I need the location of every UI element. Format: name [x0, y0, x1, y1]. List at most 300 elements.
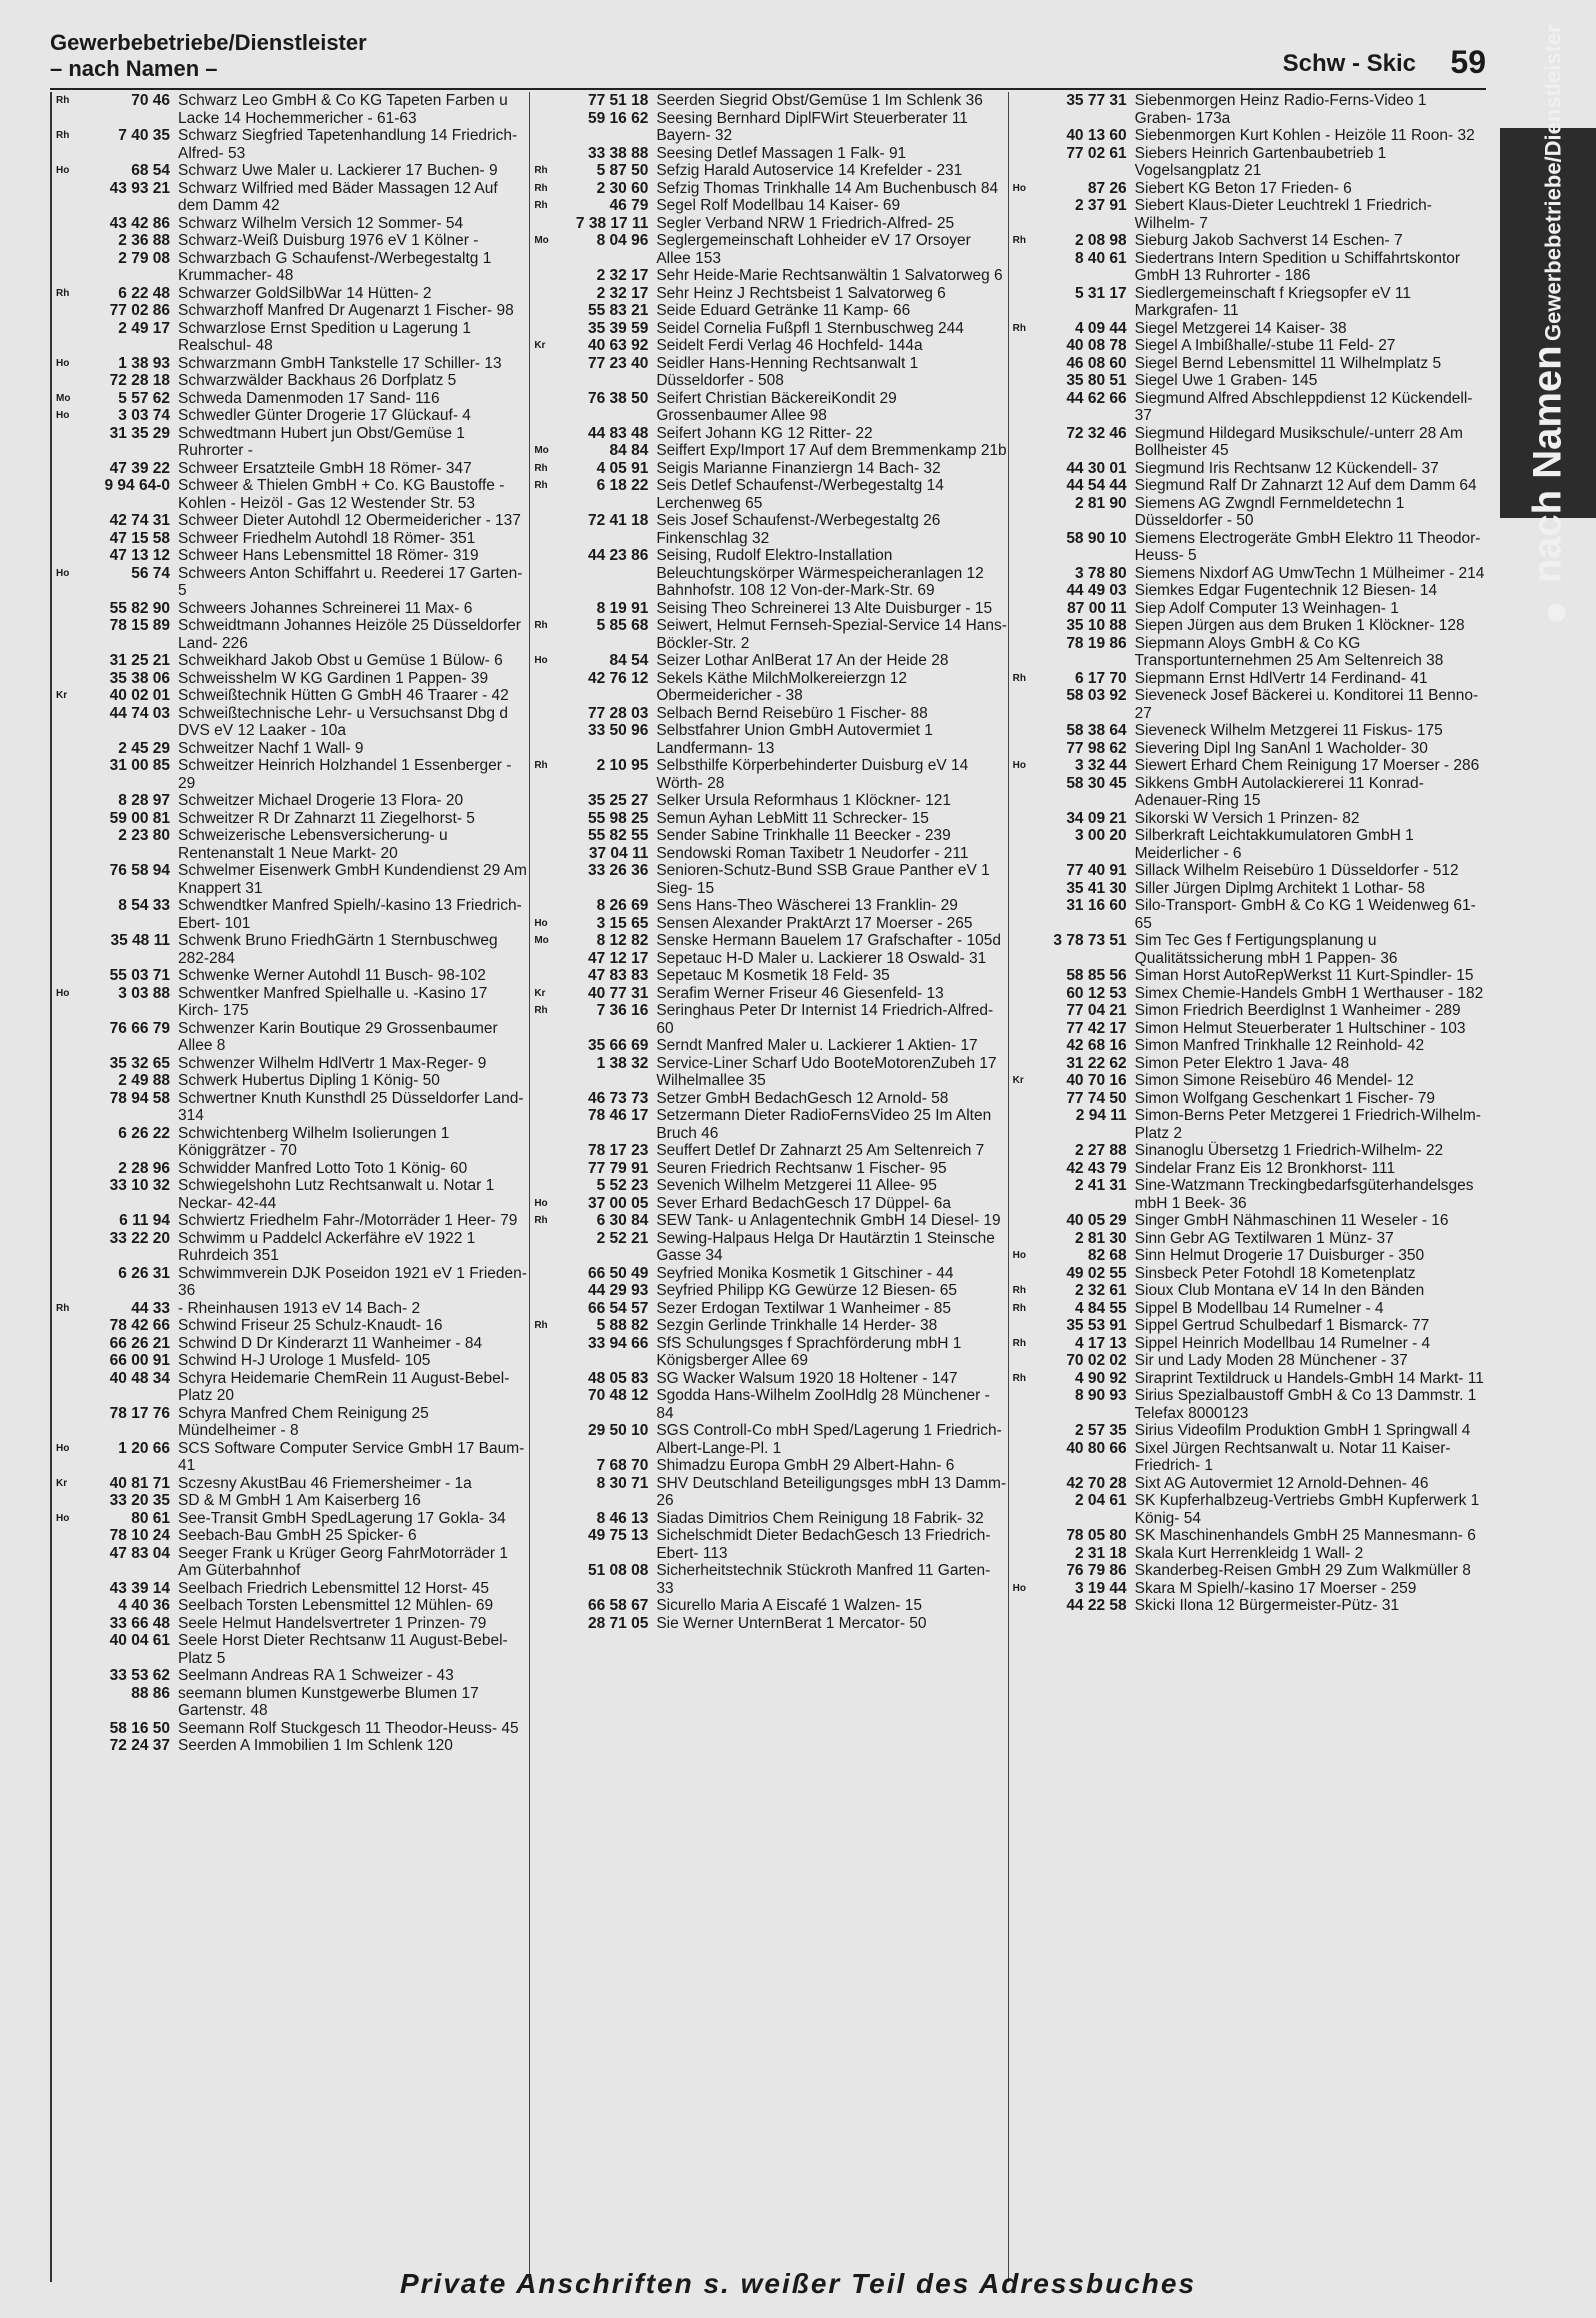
phone-number: 31 16 60: [1066, 897, 1127, 914]
district-code: [534, 1142, 556, 1160]
list-item: [534, 355, 1007, 390]
business-entry: Skicki Ilona 12 Bürgermeister-Pütz- 31: [1134, 1597, 1400, 1614]
phone-number: 40 77 31: [587, 984, 649, 1002]
list-item: [534, 932, 1007, 950]
list-item: [1013, 565, 1486, 583]
phone-number: 78 05 80: [1066, 1527, 1127, 1544]
phone-number: 2 10 95: [596, 757, 649, 774]
district-code: [56, 862, 78, 897]
business-entry: Seizer Lothar AnlBerat 17 An der Heide 28: [656, 652, 949, 669]
list-item: [1013, 635, 1486, 670]
list-item: [1013, 145, 1486, 180]
phone-number: 44 22 58: [1066, 1597, 1127, 1614]
phone-number: 78 46 17: [587, 1107, 649, 1124]
list-item: [1013, 1090, 1486, 1108]
district-code: Rh: [534, 620, 548, 631]
phone-number: 66 26 21: [109, 1334, 170, 1352]
list-item: [56, 652, 529, 670]
list-item: [534, 1387, 1007, 1422]
list-item: [1013, 477, 1486, 495]
footer-note: Private Anschriften s. weißer Teil des Adressbuches: [399, 2268, 1197, 2299]
phone-number: 43 42 86: [109, 214, 170, 232]
phone-number: 82 68: [1087, 1247, 1127, 1264]
district-code: Mo: [534, 235, 549, 246]
list-item: [56, 215, 529, 233]
list-item: [534, 1422, 1007, 1457]
bullet-icon: [1547, 604, 1565, 622]
phone-number: 40 70 16: [1066, 1072, 1127, 1089]
phone-number: 42 68 16: [1066, 1037, 1127, 1054]
district-code: [1013, 1597, 1035, 1615]
phone-number: 72 32 46: [1066, 424, 1127, 442]
phone-number: 31 00 85: [109, 757, 170, 774]
district-code: [56, 1597, 78, 1615]
phone-number: 55 98 25: [587, 809, 649, 827]
phone-number: 44 83 48: [587, 424, 649, 442]
phone-number: 44 49 03: [1066, 582, 1127, 599]
list-item: [56, 1632, 529, 1667]
list-item: [534, 1597, 1007, 1615]
business-entry: Schwiertz Friedhelm Fahr-/Motorräder 1 Heer- 79: [178, 1212, 518, 1229]
business-entry: Schwentker Manfred Spielhalle u. -Kasino 17 Kirch- 175: [178, 984, 488, 1019]
list-item: [1013, 337, 1486, 355]
business-entry: Selbstfahrer Union GmbH Autovermiet 1 Landfermann- 13: [656, 722, 933, 757]
business-entry: Siebert Klaus-Dieter Leuchtrekl 1 Friedrich-Wilhelm- 7: [1134, 197, 1432, 232]
business-entry: Setzer GmbH BedachGesch 12 Arnold- 58: [656, 1089, 949, 1107]
business-entry: Schweitzer Michael Drogerie 13 Flora- 20: [178, 792, 464, 809]
phone-number: 87 26: [1087, 179, 1127, 197]
list-item: [1013, 722, 1486, 740]
phone-number: 7 36 16: [596, 1002, 649, 1019]
district-code: [1013, 495, 1035, 530]
list-item: [56, 92, 529, 127]
list-item: [56, 1335, 529, 1353]
district-code: Ho: [56, 1512, 70, 1524]
business-entry: Siedertrans Intern Spedition u Schiffahrtskontor GmbH 13 Ruhrorter - 186: [1134, 249, 1461, 284]
district-code: [56, 1317, 78, 1335]
phone-number: 2 36 88: [118, 232, 170, 249]
list-item: [56, 302, 529, 320]
phone-number: 43 93 21: [109, 179, 170, 197]
list-item: [56, 1020, 529, 1055]
phone-number: 35 25 27: [587, 792, 649, 809]
district-code: [56, 1072, 78, 1090]
list-item: [56, 162, 529, 180]
list-item: [534, 1562, 1007, 1597]
list-item: [56, 810, 529, 828]
district-code: [534, 1457, 556, 1475]
business-entry: Seyfried Monika Kosmetik 1 Gitschiner - 44: [656, 1264, 954, 1282]
list-item: [534, 1090, 1007, 1108]
business-entry: Schweidtmann Johannes Heizöle 25 Düsseldorfer Land- 226: [178, 617, 521, 652]
phone-number: 5 87 50: [596, 162, 649, 179]
phone-number: 56 74: [131, 564, 170, 582]
district-code: [1013, 897, 1035, 932]
district-code: [56, 705, 78, 740]
district-code: Rh: [534, 1005, 548, 1016]
district-code: [1013, 425, 1035, 460]
district-code: [56, 302, 78, 320]
phone-number: 40 02 01: [109, 687, 170, 704]
phone-number: 8 40 61: [1074, 249, 1127, 267]
phone-number: 2 79 08: [118, 249, 170, 267]
business-entry: Schweda Damenmoden 17 Sand- 116: [178, 389, 440, 407]
list-item: [534, 1300, 1007, 1318]
business-entry: Schwimmverein DJK Poseidon 1921 eV 1 Frieden- 36: [178, 1264, 527, 1299]
list-item: [534, 460, 1007, 478]
list-item: [1013, 1387, 1486, 1422]
district-code: Ho: [1012, 760, 1026, 771]
district-code: [1013, 1002, 1035, 1020]
business-entry: Sezgin Gerlinde Trinkhalle 14 Herder- 38: [656, 1317, 938, 1334]
phone-number: 8 28 97: [118, 792, 170, 809]
list-item: [534, 232, 1007, 267]
district-code: [56, 530, 78, 548]
list-item: [534, 1055, 1007, 1090]
phone-number: 2 57 35: [1074, 1422, 1127, 1439]
business-entry: Siepmann Ernst HdlVertr 14 Ferdinand- 41: [1134, 669, 1428, 687]
business-entry: Selbsthilfe Körperbehinderter Duisburg eV 14 Wörth- 28: [656, 757, 969, 792]
district-code: Ho: [56, 357, 70, 369]
district-code: [1013, 1440, 1035, 1475]
district-code: [56, 477, 78, 512]
district-code: [1013, 827, 1035, 862]
list-item: [1013, 1107, 1486, 1142]
business-entry: Sehr Heide-Marie Rechtsanwältin 1 Salvatorweg 6: [656, 267, 1003, 284]
list-item: [1013, 757, 1486, 775]
district-code: [56, 652, 78, 670]
business-entry: Sefzig Thomas Trinkhalle 14 Am Buchenbusch 84: [656, 179, 999, 197]
business-entry: Schweitzer Nachf 1 Wall- 9: [178, 739, 364, 757]
business-entry: Siedlergemeinschaft f Kriegsopfer eV 11 Markgrafen- 11: [1134, 284, 1411, 319]
phone-number: 2 27 88: [1074, 1142, 1127, 1159]
phone-number: 35 53 91: [1066, 1317, 1127, 1334]
business-entry: Sczesny AkustBau 46 Friemersheimer - 1a: [178, 1474, 472, 1492]
list-item: [1013, 967, 1486, 985]
district-code: [534, 145, 556, 163]
business-entry: Schweer Friedhelm Autohdl 18 Römer- 351: [178, 529, 476, 547]
list-item: [56, 600, 529, 618]
phone-number: 88 86: [131, 1684, 170, 1702]
business-entry: Schwarz Leo GmbH & Co KG Tapeten Farben u Lacke 14 Hochemmericher - 61-63: [178, 92, 508, 127]
phone-number: 6 17 70: [1074, 669, 1127, 687]
phone-number: 31 25 21: [109, 652, 170, 669]
district-code: [534, 425, 556, 443]
business-entry: Seifert Christian BäckereiKondit 29 Grossenbaumer Allee 98: [656, 389, 897, 424]
list-item: [534, 477, 1007, 512]
list-item: [534, 827, 1007, 845]
list-item: [56, 250, 529, 285]
list-item: [534, 180, 1007, 198]
district-code: [56, 1720, 78, 1738]
business-entry: Seigis Marianne Finanziergn 14 Bach- 32: [656, 459, 941, 477]
business-entry: Schwarz Wilhelm Versich 12 Sommer- 54: [178, 214, 464, 232]
list-item: [1013, 127, 1486, 145]
list-item: [1013, 897, 1486, 932]
district-code: Ho: [56, 1442, 70, 1454]
phone-number: 2 04 61: [1074, 1492, 1127, 1509]
list-item: [534, 1475, 1007, 1510]
district-code: [1013, 1265, 1035, 1283]
district-code: [534, 547, 556, 600]
list-item: [534, 1527, 1007, 1562]
phone-number: 77 23 40: [587, 354, 649, 372]
phone-number: 1 38 32: [596, 1054, 649, 1072]
phone-number: 2 49 17: [118, 319, 170, 337]
business-entry: Schwerk Hubertus Dipling 1 König- 50: [178, 1072, 440, 1089]
district-code: [1013, 1212, 1035, 1230]
district-code: Kr: [56, 690, 68, 701]
list-item: [56, 1720, 529, 1738]
phone-number: 3 78 80: [1074, 564, 1127, 582]
business-entry: Schweikhard Jakob Obst u Gemüse 1 Bülow- 6: [178, 652, 503, 669]
phone-number: 59 16 62: [587, 109, 649, 127]
business-entry: Schyra Manfred Chem Reinigung 25 Mündelheimer - 8: [178, 1404, 429, 1439]
phone-number: 7 68 70: [596, 1457, 649, 1474]
list-item: [1013, 390, 1486, 425]
business-entry: Sippel Heinrich Modellbau 14 Rumelner - 4: [1134, 1334, 1431, 1352]
list-item: [534, 1615, 1007, 1633]
list-item: [56, 127, 529, 162]
phone-number: 77 98 62: [1066, 739, 1127, 757]
phone-number: 46 79: [609, 197, 649, 214]
phone-number: 8 19 91: [596, 599, 649, 617]
business-entry: - Rheinhausen 1913 eV 14 Bach- 2: [178, 1299, 421, 1317]
phone-number: 47 15 58: [109, 529, 170, 547]
district-code: [1013, 1230, 1035, 1248]
list-item: [534, 1142, 1007, 1160]
district-code: Rh: [1012, 672, 1026, 684]
district-code: [56, 460, 78, 478]
phone-number: 3 00 20: [1074, 827, 1127, 844]
phone-number: 77 28 03: [587, 704, 649, 722]
district-code: [56, 1685, 78, 1720]
business-entry: Seyfried Philipp KG Gewürze 12 Biesen- 65: [656, 1282, 958, 1299]
list-item: [534, 1177, 1007, 1195]
district-code: [1013, 932, 1035, 967]
business-entry: Schwind H-J Urologe 1 Musfeld- 105: [178, 1352, 431, 1369]
list-item: [56, 565, 529, 600]
district-code: [534, 722, 556, 757]
business-entry: Selker Ursula Reformhaus 1 Klöckner- 121: [656, 792, 951, 809]
list-item: [1013, 320, 1486, 338]
district-code: Kr: [1012, 1075, 1024, 1086]
list-item: [56, 1475, 529, 1493]
phone-number: 70 48 12: [587, 1387, 649, 1404]
business-entry: Sie Werner UnternBerat 1 Mercator- 50: [656, 1614, 927, 1632]
list-item: [1013, 1300, 1486, 1318]
district-code: [56, 547, 78, 565]
list-item: [56, 1160, 529, 1178]
list-item: [534, 985, 1007, 1003]
business-entry: Schweer Dieter Autohdl 12 Obermeidericher - 137: [178, 512, 521, 529]
list-item: [1013, 1247, 1486, 1265]
district-code: Rh: [1012, 322, 1026, 334]
phone-number: 44 54 44: [1066, 477, 1127, 494]
phone-number: 5 57 62: [118, 389, 170, 407]
business-entry: Siegmund Hildegard Musikschule/-unterr 28 Am Bollheister 45: [1134, 424, 1463, 459]
district-code: [534, 810, 556, 828]
district-code: [1013, 967, 1035, 985]
phone-number: 31 35 29: [109, 424, 170, 442]
business-entry: Sehr Heinz J Rechtsbeist 1 Salvatorweg 6: [656, 284, 946, 302]
list-item: [1013, 1160, 1486, 1178]
district-code: [1013, 1055, 1035, 1073]
business-entry: Setzermann Dieter RadioFernsVideo 25 Im Alten Bruch 46: [656, 1107, 992, 1142]
business-entry: Seelbach Friedrich Lebensmittel 12 Horst- 45: [178, 1579, 490, 1597]
district-code: [534, 512, 556, 547]
district-code: Ho: [1012, 1582, 1026, 1594]
phone-number: 77 79 91: [587, 1159, 649, 1177]
district-code: Rh: [1012, 235, 1026, 246]
district-code: [534, 355, 556, 390]
business-entry: Seidel Cornelia Fußpfl 1 Sternbuschweg 244: [656, 319, 964, 337]
business-entry: Skala Kurt Herrenkleidg 1 Wall- 2: [1134, 1544, 1364, 1562]
list-item: [1013, 687, 1486, 722]
phone-number: 42 74 31: [109, 512, 170, 529]
list-item: [56, 180, 529, 215]
district-code: [534, 1527, 556, 1562]
district-code: Rh: [1012, 1302, 1026, 1314]
phone-number: 77 02 61: [1066, 144, 1127, 162]
business-entry: Siman Horst AutoRepWerkst 11 Kurt-Spindler- 15: [1134, 967, 1474, 984]
list-item: [534, 1002, 1007, 1037]
listing-column-2: [529, 92, 1007, 2282]
list-item: [1013, 1177, 1486, 1212]
list-item: [534, 1370, 1007, 1388]
list-item: [534, 110, 1007, 145]
district-code: [1013, 1090, 1035, 1108]
phone-number: 3 78 73 51: [1053, 932, 1127, 949]
district-code: [534, 110, 556, 145]
district-code: Ho: [534, 917, 548, 929]
phone-number: 72 24 37: [109, 1737, 170, 1754]
district-code: [56, 1737, 78, 1755]
district-code: [1013, 477, 1035, 495]
list-item: [56, 1440, 529, 1475]
district-code: Ho: [1012, 182, 1026, 194]
list-item: [56, 1072, 529, 1090]
district-code: [534, 827, 556, 845]
business-entry: Sixel Jürgen Rechtsanwalt u. Notar 11 Kaiser-Friedrich- 1: [1134, 1439, 1451, 1474]
business-entry: Seglergemeinschaft Lohheider eV 17 Orsoyer Allee 153: [656, 232, 971, 267]
page-header: [0, 0, 1596, 90]
business-entry: Semun Ayhan LebMitt 11 Schrecker- 15: [656, 809, 929, 827]
business-entry: Selbach Bernd Reisebüro 1 Fischer- 88: [656, 704, 928, 722]
list-item: [534, 1230, 1007, 1265]
business-entry: Sewing-Halpaus Helga Dr Hautärztin 1 Steinsche Gasse 34: [656, 1229, 995, 1264]
district-code: [1013, 740, 1035, 758]
phone-number: 58 38 64: [1066, 722, 1127, 739]
phone-number: 2 81 30: [1074, 1229, 1127, 1247]
business-entry: Simon-Berns Peter Metzgerei 1 Friedrich-Wilhelm-Platz 2: [1134, 1107, 1481, 1142]
business-entry: SK Kupferhalbzeug-Vertriebs GmbH Kupferwerk 1 König- 54: [1134, 1492, 1480, 1527]
business-entry: Sepetauc H-D Maler u. Lackierer 18 Oswald- 31: [656, 949, 987, 967]
list-item: [56, 1580, 529, 1598]
district-code: [56, 617, 78, 652]
list-item: [534, 862, 1007, 897]
list-item: [534, 1107, 1007, 1142]
phone-number: 76 58 94: [109, 862, 170, 879]
district-code: [534, 1055, 556, 1090]
business-entry: Seidler Hans-Henning Rechtsanwalt 1 Düsseldorfer - 508: [656, 354, 919, 389]
phone-number: 49 75 13: [587, 1527, 649, 1544]
phone-number: 78 17 76: [109, 1404, 170, 1422]
district-code: [56, 810, 78, 828]
business-entry: Siemens Electrogeräte GmbH Elektro 11 Theodor-Heuss- 5: [1134, 529, 1481, 564]
district-code: [534, 600, 556, 618]
phone-number: 49 02 55: [1066, 1264, 1127, 1282]
district-code: [1013, 722, 1035, 740]
list-item: [56, 460, 529, 478]
business-entry: Schweisshelm W KG Gardinen 1 Pappen- 39: [178, 669, 489, 687]
district-code: [1013, 390, 1035, 425]
phone-number: 3 19 44: [1074, 1579, 1127, 1597]
phone-number: 2 23 80: [118, 827, 170, 844]
phone-number: 60 12 53: [1066, 984, 1127, 1002]
business-entry: Seesing Detlef Massagen 1 Falk- 91: [656, 144, 907, 162]
list-item: [56, 740, 529, 758]
business-entry: Schwarz Wilfried med Bäder Massagen 12 Auf dem Damm 42: [178, 179, 498, 214]
business-entry: Schwelmer Eisenwerk GmbH Kundendienst 29 Am Knappert 31: [178, 862, 527, 897]
district-code: [534, 1510, 556, 1528]
phone-number: 77 42 17: [1066, 1019, 1127, 1037]
business-entry: Serndt Manfred Maler u. Lackierer 1 Aktien- 17: [656, 1037, 978, 1054]
district-code: [534, 897, 556, 915]
phone-number: 55 83 21: [587, 302, 649, 319]
business-entry: Schweitzer R Dr Zahnarzt 11 Ziegelhorst- 5: [178, 809, 475, 827]
district-code: [534, 1107, 556, 1142]
list-item: [56, 1615, 529, 1633]
district-code: [534, 320, 556, 338]
list-item: [56, 372, 529, 390]
list-item: [1013, 232, 1486, 250]
district-code: [56, 372, 78, 390]
business-entry: Siewert Erhard Chem Reinigung 17 Moerser - 286: [1134, 757, 1480, 774]
business-entry: Schwarzmann GmbH Tankstelle 17 Schiller- 13: [178, 354, 502, 372]
list-item: [534, 967, 1007, 985]
district-code: Rh: [534, 462, 548, 474]
list-item: [56, 705, 529, 740]
business-entry: Seerden Siegrid Obst/Gemüse 1 Im Schlenk 36: [656, 92, 983, 109]
phone-number: 3 32 44: [1074, 757, 1127, 774]
business-entry: Sepetauc M Kosmetik 18 Feld- 35: [656, 967, 890, 984]
phone-number: 6 26 22: [118, 1124, 170, 1142]
business-entry: Seis Detlef Schaufenst-/Werbegestaltg 14 Lerchenweg 65: [656, 477, 944, 512]
district-code: [1013, 775, 1035, 810]
list-item: [56, 1405, 529, 1440]
business-entry: Sindelar Franz Eis 12 Bronkhorst- 111: [1134, 1159, 1396, 1177]
district-code: Ho: [56, 987, 70, 999]
phone-number: 35 39 59: [587, 319, 649, 337]
district-code: [1013, 285, 1035, 320]
list-item: [534, 197, 1007, 215]
list-item: [534, 1457, 1007, 1475]
phone-number: 40 05 29: [1066, 1212, 1127, 1229]
district-code: [56, 1580, 78, 1598]
phone-number: 2 32 61: [1074, 1282, 1127, 1299]
business-entry: Schwarzbach G Schaufenst-/Werbegestaltg 1 Krummacher- 48: [178, 249, 492, 284]
phone-number: 1 20 66: [118, 1439, 170, 1457]
business-entry: Sinn Helmut Drogerie 17 Duisburger - 350: [1134, 1247, 1425, 1264]
district-code: [534, 1265, 556, 1283]
phone-number: 44 62 66: [1066, 389, 1127, 407]
list-item: [534, 722, 1007, 757]
phone-number: 5 52 23: [596, 1177, 649, 1194]
phone-number: 47 83 04: [109, 1544, 170, 1562]
phone-number: 77 04 21: [1066, 1002, 1127, 1019]
business-entry: SGS Controll-Co mbH Sped/Lagerung 1 Friedrich-Albert-Lange-Pl. 1: [656, 1422, 1002, 1457]
